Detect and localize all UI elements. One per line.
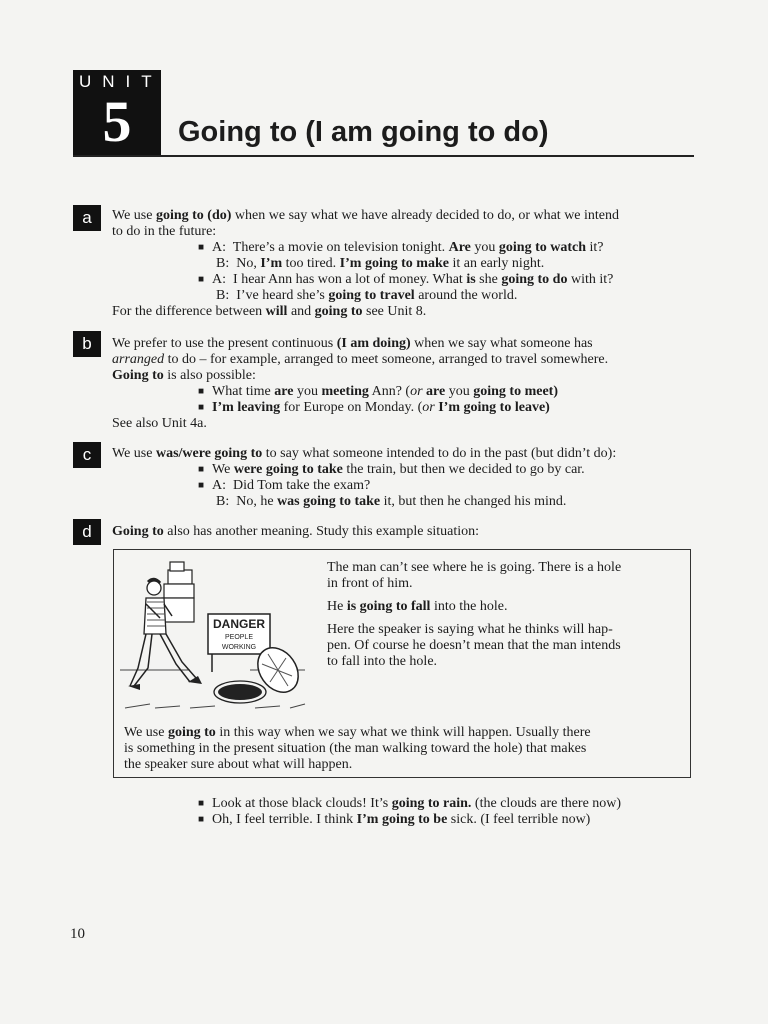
section-a-example-2a: ■ A: I hear Ann has won a lot of money. What is she going to do with it? — [198, 272, 613, 289]
example-explanation-1: We use going to in this way when we say what we think will happen. Usually there — [124, 725, 591, 740]
section-a-example-1b: B: No, I’m too tired. I’m going to make it an early night. — [216, 256, 545, 271]
page-title: Going to (I am going to do) — [178, 116, 549, 148]
section-a-example-1a: ■ A: There’s a movie on television tonight. Are you going to watch it? — [198, 240, 604, 257]
boxes — [168, 570, 192, 584]
example-explanation-2: is something in the present situation (the man walking toward the hole) that makes — [124, 741, 587, 756]
danger-sign-title: DANGER — [212, 617, 266, 631]
example-text-3a: Here the speaker is saying what he thinks will hap- — [327, 622, 613, 637]
section-b-example-2: ■ I’m leaving for Europe on Monday. (or I’m going to leave) — [198, 400, 550, 417]
page-number: 10 — [70, 926, 85, 942]
section-b-note: See also Unit 4a. — [112, 416, 207, 431]
section-c-example-1: ■ We were going to take the train, but then we decided to go by car. — [198, 462, 585, 479]
example-situation-box — [113, 549, 691, 778]
example-text-3c: to fall into the hole. — [327, 654, 438, 669]
section-a-note: For the difference between will and going to see Unit 8. — [112, 304, 427, 319]
section-c-label: c — [73, 442, 101, 468]
unit-badge — [73, 70, 161, 156]
section-a-line-1: We use going to (do) when we say what we have already decided to do, or what we intend — [112, 208, 620, 223]
section-d-example-1: ■ Look at those black clouds! It’s going to rain. (the clouds are there now) — [198, 796, 621, 813]
danger-sign-line-1: PEOPLE — [224, 634, 254, 641]
section-b-example-1: ■ What time are you meeting Ann? (or are you going to meet) — [198, 384, 558, 401]
section-b-line-1: We prefer to use the present continuous (I am doing) when we say what someone has — [112, 336, 593, 351]
example-text-1a: The man can’t see where he is going. There is a hole — [327, 560, 622, 575]
section-c-example-2b: B: No, he was going to take it, but then he changed his mind. — [216, 494, 567, 509]
example-text-2: He is going to fall into the hole. — [327, 599, 508, 614]
section-d-example-2: ■ Oh, I feel terrible. I think I’m going to be sick. (I feel terrible now) — [198, 812, 590, 829]
unit-number: 5 — [102, 89, 132, 154]
danger-sign-line-2: WORKING — [221, 644, 257, 651]
example-explanation-3: the speaker sure about what will happen. — [124, 757, 353, 772]
section-c-example-2a: ■ A: Did Tom take the exam? — [198, 478, 370, 495]
title-rule — [73, 155, 694, 157]
example-text-1b: in front of him. — [327, 576, 413, 591]
section-b-line-3: Going to is also possible: — [112, 368, 256, 383]
hole — [218, 684, 262, 700]
section-a-line-2: to do in the future: — [112, 224, 217, 239]
section-b-label: b — [73, 331, 101, 357]
section-b-line-2: arranged to do – for example, arranged to meet someone, arranged to travel somewhere. — [112, 352, 609, 367]
section-d-label: d — [73, 519, 101, 545]
example-text-3b: pen. Of course he doesn’t mean that the man intends — [327, 638, 621, 653]
section-c-line-1: We use was/were going to to say what someone intended to do in the past (but didn’t do): — [112, 446, 617, 461]
section-d-intro: Going to also has another meaning. Study this example situation: — [112, 524, 480, 539]
section-a-example-2b: B: I’ve heard she’s going to travel around the world. — [216, 288, 518, 303]
man-walking-to-hole-illustration — [120, 558, 310, 718]
section-a-label: a — [73, 205, 101, 231]
unit-word: UNIT — [79, 72, 163, 91]
